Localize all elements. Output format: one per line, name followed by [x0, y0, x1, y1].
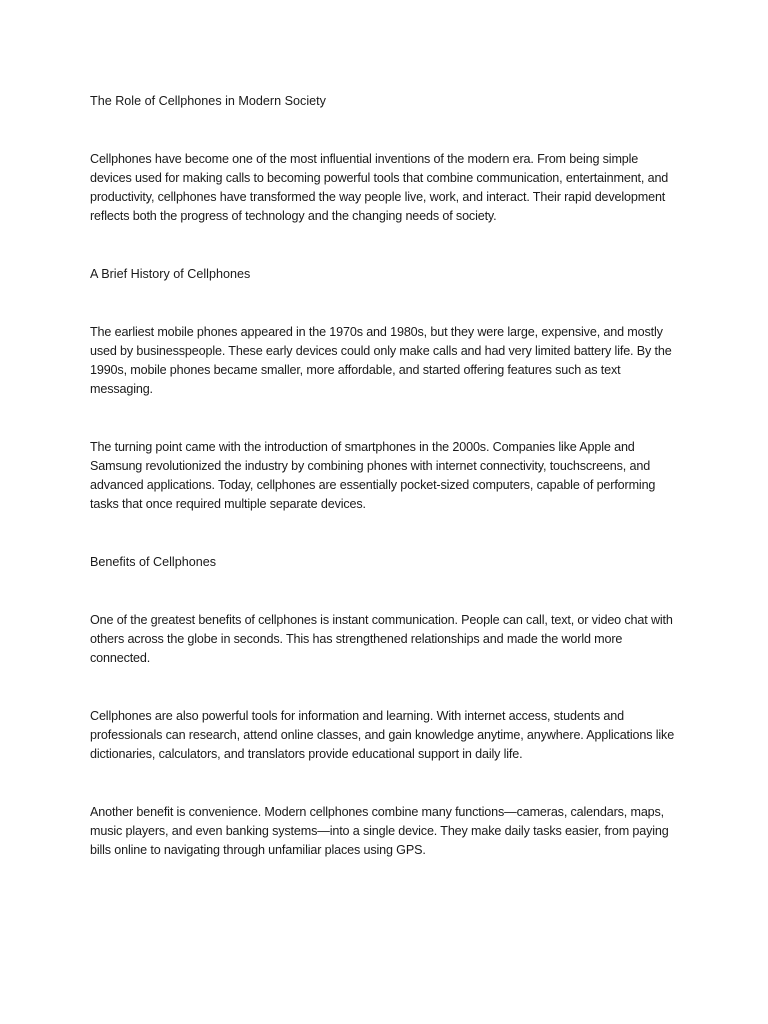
document-title: The Role of Cellphones in Modern Society [90, 94, 326, 108]
history-paragraph-1: The earliest mobile phones appeared in the 1970s and 1980s, but they were large, expensive, and mostly used by businesspeople. These early devices could only make calls and had very limited battery life. By the 1990s, mobile phones became smaller, more affordable, and started offering features such as text messaging. [90, 325, 672, 396]
section-heading-history: A Brief History of Cellphones [90, 267, 251, 281]
benefits-paragraph-3: Another benefit is convenience. Modern cellphones combine many functions—cameras, calendars, maps, music players, and even banking systems—into a single device. They make daily tasks easier, from paying bills online to navigating through unfamiliar places using GPS. [90, 805, 669, 857]
benefits-paragraph-2: Cellphones are also powerful tools for information and learning. With internet access, students and professionals can research, attend online classes, and gain knowledge anytime, anywhere. Applications like dictionaries, calculators, and translators provide educational support in daily life. [90, 709, 675, 761]
benefits-paragraph-1: One of the greatest benefits of cellphones is instant communication. People can call, text, or video chat with others across the globe in seconds. This has strengthened relationships and made the world more connected. [90, 613, 673, 665]
document-body [90, 92, 682, 860]
history-paragraph-2: The turning point came with the introduction of smartphones in the 2000s. Companies like Apple and Samsung revolutionized the industry by combining phones with internet connectivity, touchscreens, and advanced applications. Today, cellphones are essentially pocket-sized computers, capable of performing tasks that once required multiple separate devices. [90, 440, 656, 511]
section-heading-benefits: Benefits of Cellphones [90, 555, 217, 569]
intro-paragraph: Cellphones have become one of the most influential inventions of the modern era. From being simple devices used for making calls to becoming powerful tools that combine communication, entertainment, and productivity, cellphones have transformed the way people live, work, and interact. Their rapid development reflects both the progress of technology and the changing needs of society. [90, 152, 669, 223]
